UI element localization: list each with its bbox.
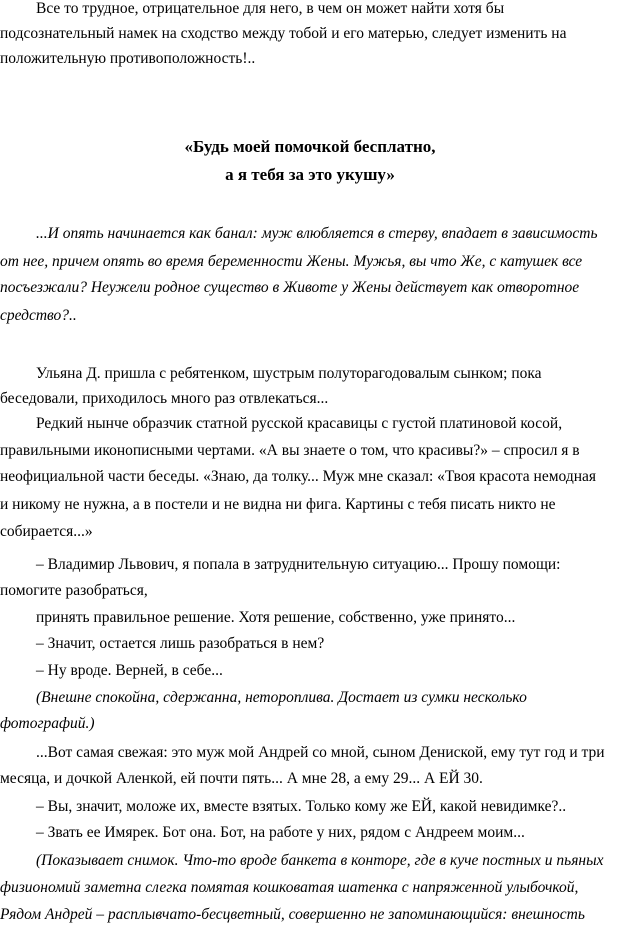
- dialogue-line: принять правильное решение. Хотя решение, собственно, уже принято...: [36, 609, 516, 626]
- epigraph-line: средство?..: [0, 307, 77, 324]
- dialogue-line: – Ну вроде. Верней, в себе...: [36, 662, 223, 679]
- text-line: Редкий нынче образчик статной русской красавицы с густой платиновой косой,: [36, 415, 563, 432]
- dialogue-line: – Звать ее Имярек. Бот она. Бот, на работе у них, рядом с Андреем моим...: [36, 824, 525, 841]
- epigraph-line: от нее, причем опять во время беременности Жены. Мужья, вы что Же, с катушек все: [0, 253, 583, 270]
- text-line: и никому не нужна, а в постели и не видна ни фига. Картины с тебя писать никто не: [0, 496, 556, 513]
- text-line: неофициальной части беседы. «Знаю, да толку... Муж мне сказал: «Твоя красота немодная: [0, 468, 597, 485]
- stage-remark: фотографий.): [0, 715, 95, 732]
- stage-remark: (Внешне спокойна, сдержанна, нетороплива. Достает из сумки несколько: [36, 689, 527, 706]
- text-line: собирается...»: [0, 523, 93, 540]
- stage-remark: (Показывает снимок. Что-то вроде банкета в конторе, где в куче постных и пьяных: [36, 852, 604, 869]
- text-line: беседовали, приходилось много раз отвлекаться...: [0, 390, 329, 407]
- text-line: ...Вот самая свежая: это муж мой Андрей со мной, сыном Дениской, ему тут год и три: [36, 744, 605, 761]
- epigraph-line: посъезжали? Неужели родное существо в Животе у Жены действует как отворотное: [0, 279, 580, 296]
- text-line: Все то трудное, отрицательное для него, в чем он может найти хотя бы: [36, 0, 505, 17]
- text-line: правильными иконописными чертами. «А вы знаете о том, что красивы?» – спросил я в: [0, 442, 580, 459]
- dialogue-line: – Значит, остается лишь разобраться в нем?: [36, 635, 325, 652]
- text-line: месяца, и дочкой Аленкой, ей почти пять... А мне 28, а ему 29... А ЕЙ 30.: [0, 770, 483, 787]
- text-line: Ульяна Д. пришла с ребятенком, шустрым полуторагодовалым сынком; пока: [36, 365, 542, 382]
- text-line: подсознательный намек на сходство между тобой и его матерью, следует изменить на: [0, 25, 567, 42]
- epigraph-line: ...И опять начинается как банал: муж влюбляется в стерву, впадает в зависимость: [36, 225, 598, 242]
- text-line: положительную противоположность!..: [0, 50, 256, 67]
- dialogue-line: – Вы, значит, моложе их, вместе взятых. Только кому же ЕЙ, какой невидимке?..: [36, 798, 567, 815]
- dialogue-line: – Владимир Львович, я попала в затруднительную ситуацию... Прошу помощи:: [36, 556, 561, 573]
- section-heading: «Будь моей помочкой бесплатно,: [184, 137, 436, 156]
- section-heading: а я тебя за это укушу»: [225, 165, 395, 184]
- dialogue-line: помогите разобраться,: [0, 582, 148, 599]
- stage-remark: физиономий заметна слегка помятая кошковатая шатенка с напряженной улыбочкой,: [0, 879, 579, 896]
- stage-remark: Рядом Андрей – расплывчато-бесцветный, совершенно не запоминающийся: внешность: [0, 906, 585, 923]
